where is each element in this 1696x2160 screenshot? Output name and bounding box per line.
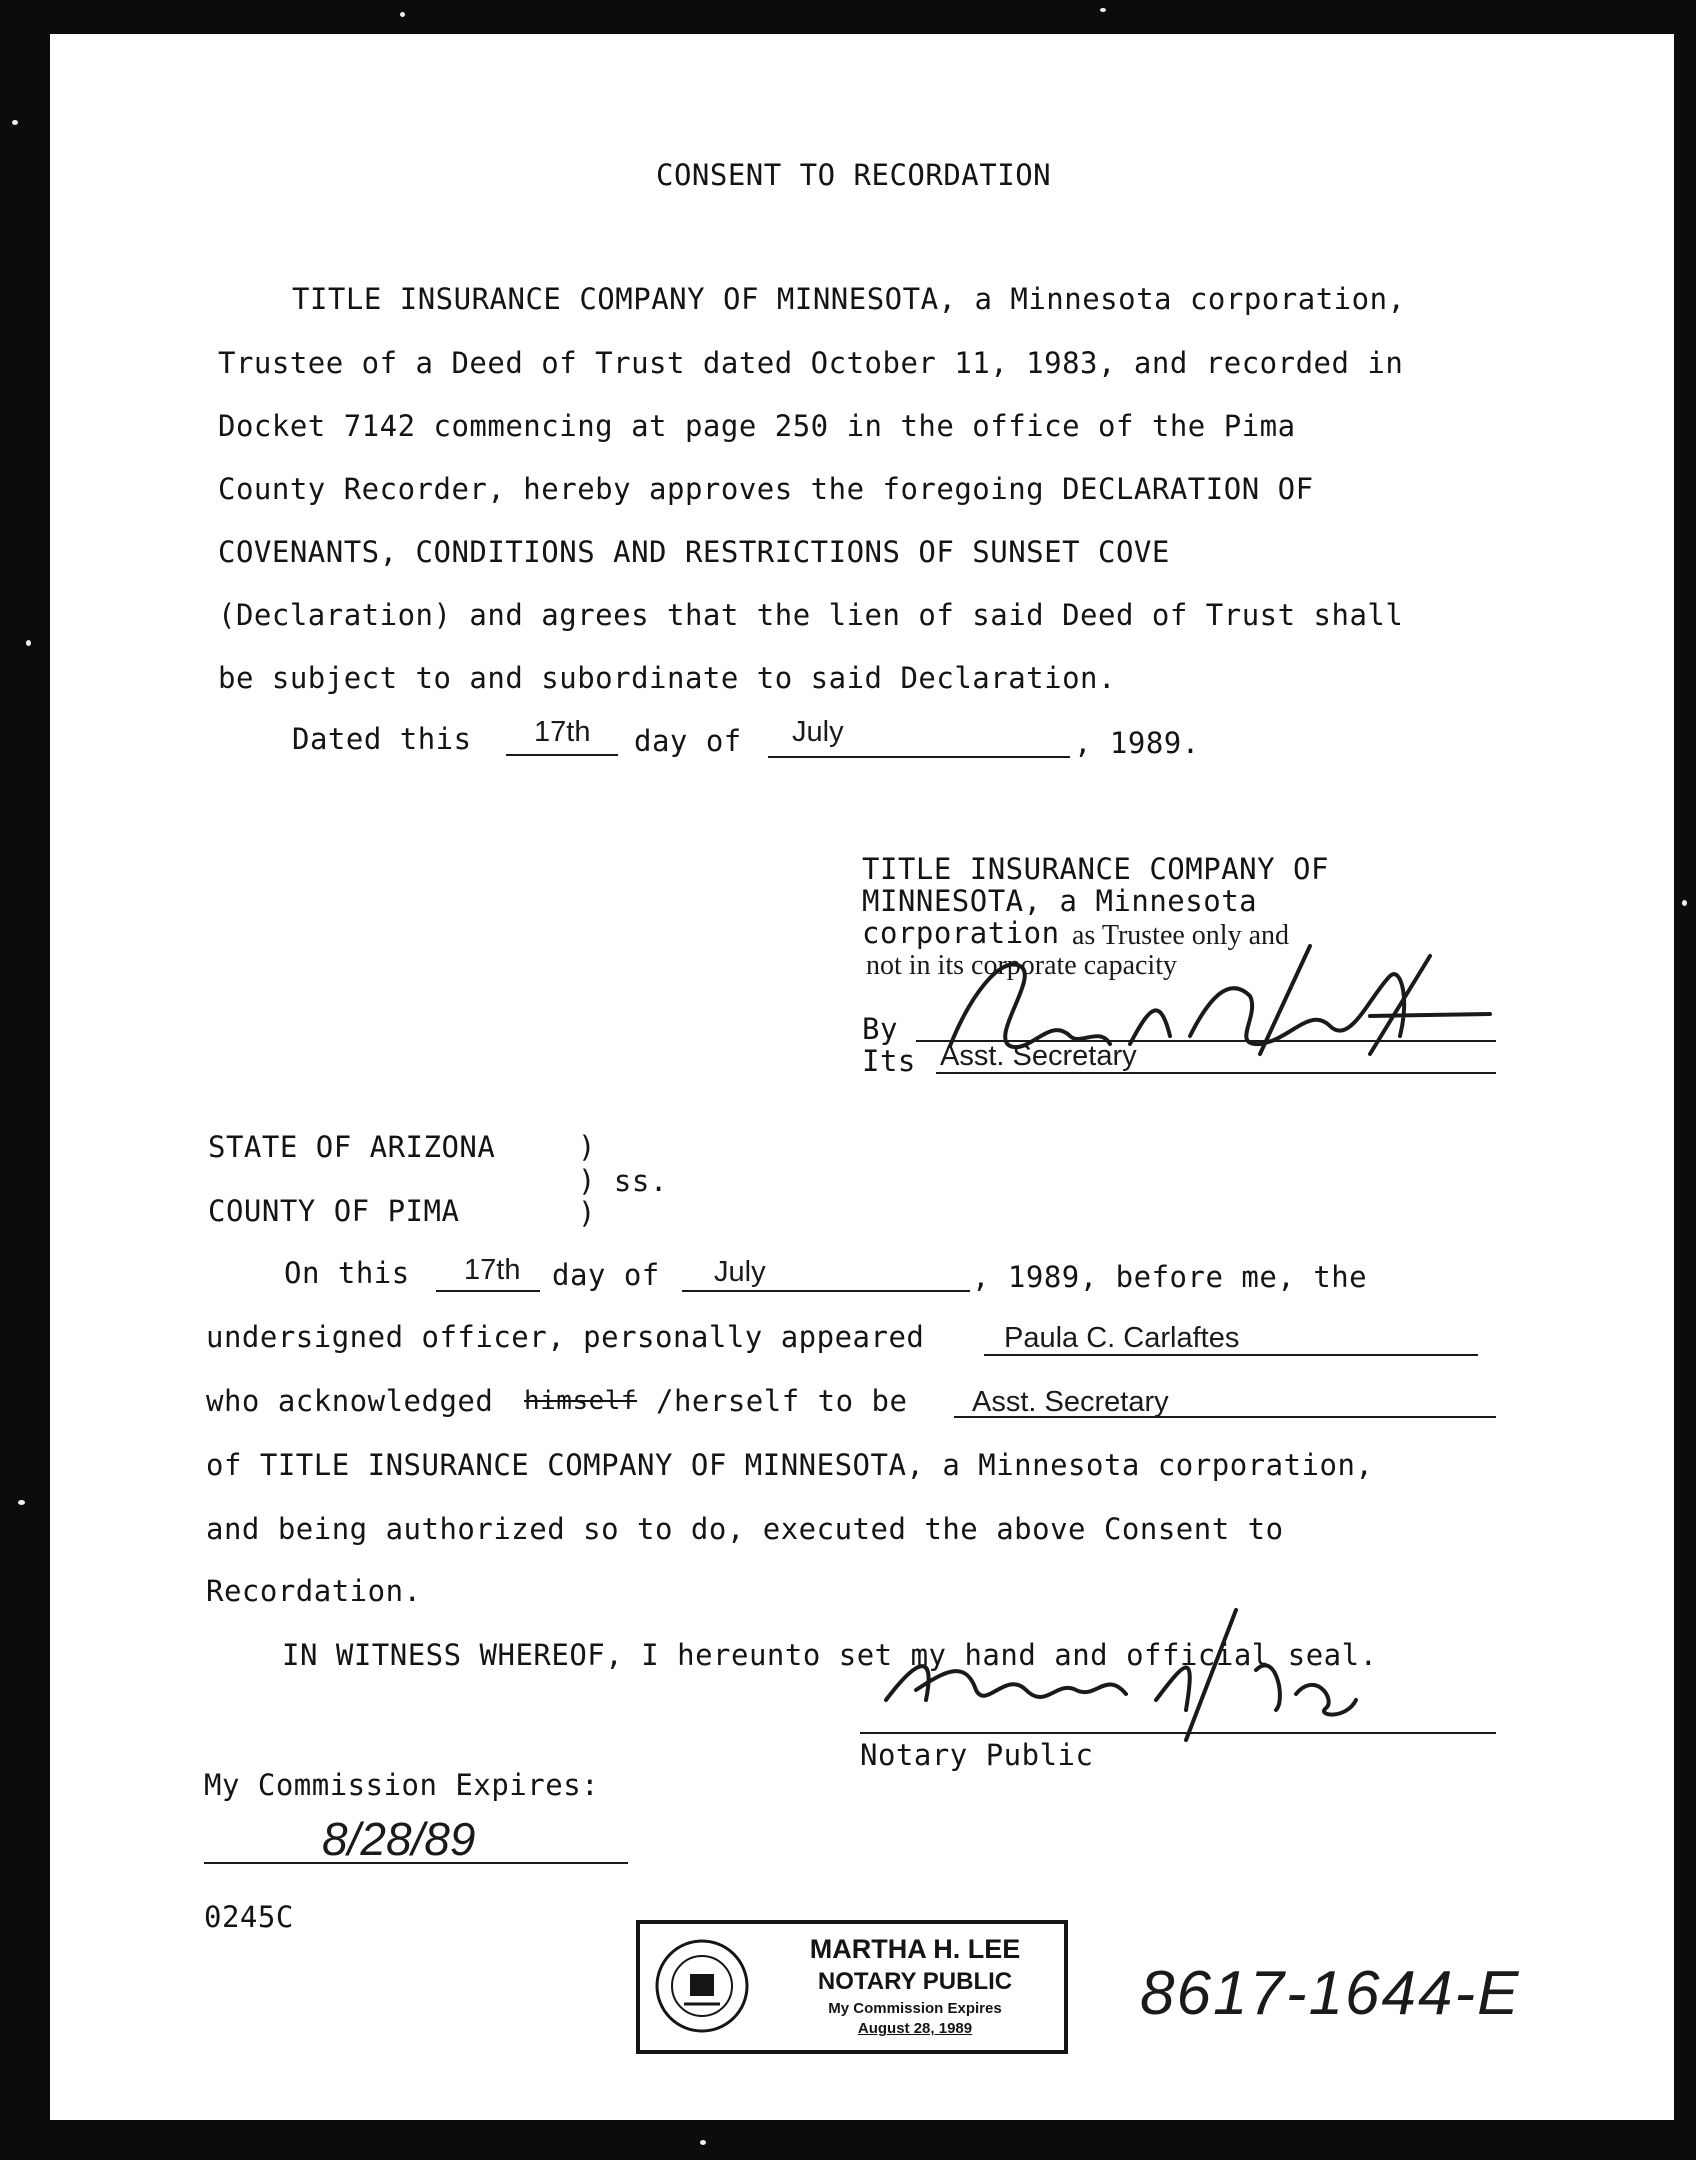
trustee-only-addition: as Trustee only and: [1072, 920, 1289, 951]
dated-mid: day of: [634, 724, 742, 758]
body-line: COVENANTS, CONDITIONS AND RESTRICTIONS OF SUNSET COVE: [218, 535, 1170, 569]
scan-border-right: [1674, 0, 1696, 2160]
ack-month-underline: [682, 1290, 970, 1292]
venue-ss: ) ss.: [578, 1164, 668, 1198]
notary-signature-line: [860, 1732, 1496, 1734]
body-line: County Recorder, hereby approves the foregoing DECLARATION OF: [218, 472, 1314, 506]
body-line: Docket 7142 commencing at page 250 in the office of the Pima: [218, 409, 1296, 443]
ack-line2: undersigned officer, personally appeared: [206, 1320, 925, 1354]
dated-month: July: [792, 716, 844, 748]
appeared-name: Paula C. Carlaftes: [1004, 1322, 1240, 1354]
scan-border-bottom: [0, 2120, 1696, 2160]
ack-prefix: On this: [284, 1256, 410, 1290]
ack-day-underline: [436, 1290, 540, 1292]
its-value: Asst. Secretary: [940, 1040, 1137, 1072]
venue-paren: ): [578, 1130, 596, 1164]
body-line: be subject to and subordinate to said Declaration.: [218, 661, 1116, 695]
ack-mid: day of: [552, 1258, 660, 1292]
notary-signature: [856, 1590, 1376, 1760]
document-code: 0245C: [204, 1900, 294, 1934]
notary-stamp: [636, 1920, 1068, 2054]
notary-seal-icon: [654, 1938, 750, 2034]
ack-day: 17th: [464, 1254, 521, 1286]
stamp-expires-date: August 28, 1989: [857, 2020, 973, 2037]
stamp-notary-name: MARTHA H. LEE: [809, 1934, 1021, 1964]
ack-line1-suffix: , 1989, before me, the: [972, 1260, 1368, 1294]
scan-border-left: [0, 0, 50, 2160]
scan-speckle: [12, 120, 18, 125]
dated-year: , 1989.: [1074, 726, 1200, 760]
ack-line5: and being authorized so to do, executed the above Consent to: [206, 1512, 1284, 1546]
ack-month: July: [714, 1256, 766, 1288]
dated-day: 17th: [534, 716, 591, 748]
dated-day-underline: [506, 754, 618, 756]
dated-month-underline: [768, 756, 1070, 758]
dated-prefix: Dated this: [292, 722, 472, 756]
ack-line6: Recordation.: [206, 1574, 422, 1608]
venue-county: COUNTY OF PIMA: [208, 1194, 460, 1228]
body-line: Trustee of a Deed of Trust dated October 11, 1983, and recorded in: [218, 346, 1404, 380]
commission-date: 8/28/89: [322, 1813, 476, 1865]
stamp-expires-label: My Commission Expires: [828, 2000, 1002, 2017]
by-label: By: [862, 1012, 898, 1046]
witness-clause: IN WITNESS WHEREOF, I hereunto set my hand and official seal.: [282, 1638, 1378, 1672]
notary-public-label: Notary Public: [860, 1738, 1094, 1772]
signer-company-line: TITLE INSURANCE COMPANY OF: [862, 852, 1329, 886]
ack-line4: of TITLE INSURANCE COMPANY OF MINNESOTA, a Minnesota corporation,: [206, 1448, 1374, 1482]
scan-border-top: [0, 0, 1696, 34]
body-line: TITLE INSURANCE COMPANY OF MINNESOTA, a Minnesota corporation,: [292, 282, 1406, 316]
officer-title: Asst. Secretary: [972, 1386, 1169, 1418]
scan-speckle: [700, 2140, 706, 2145]
document-title: CONSENT TO RECORDATION: [656, 158, 1052, 192]
ack-line3-prefix: who acknowledged: [206, 1384, 494, 1418]
its-label: Its: [862, 1044, 916, 1078]
venue-paren: ): [578, 1196, 596, 1230]
scan-speckle: [26, 640, 31, 646]
trustee-signature: [930, 936, 1510, 1066]
stamp-notary-title: NOTARY PUBLIC: [817, 1968, 1013, 1995]
scan-speckle: [1682, 900, 1687, 906]
scan-speckle: [400, 12, 405, 17]
scan-speckle: [18, 1500, 25, 1505]
commission-label: My Commission Expires:: [204, 1768, 600, 1802]
ack-line3-mid: /herself to be: [656, 1384, 908, 1418]
signer-company-line: MINNESOTA, a Minnesota: [862, 884, 1258, 918]
file-number: 8617-1644-E: [1140, 1959, 1521, 2028]
venue-state: STATE OF ARIZONA: [208, 1130, 496, 1164]
body-line: (Declaration) and agrees that the lien of said Deed of Trust shall: [218, 598, 1404, 632]
signer-company-line: corporation: [862, 916, 1060, 950]
struck-himself: himself: [524, 1386, 638, 1416]
capacity-addition: not in its corporate capacity: [866, 950, 1177, 981]
scan-speckle: [1100, 8, 1106, 12]
